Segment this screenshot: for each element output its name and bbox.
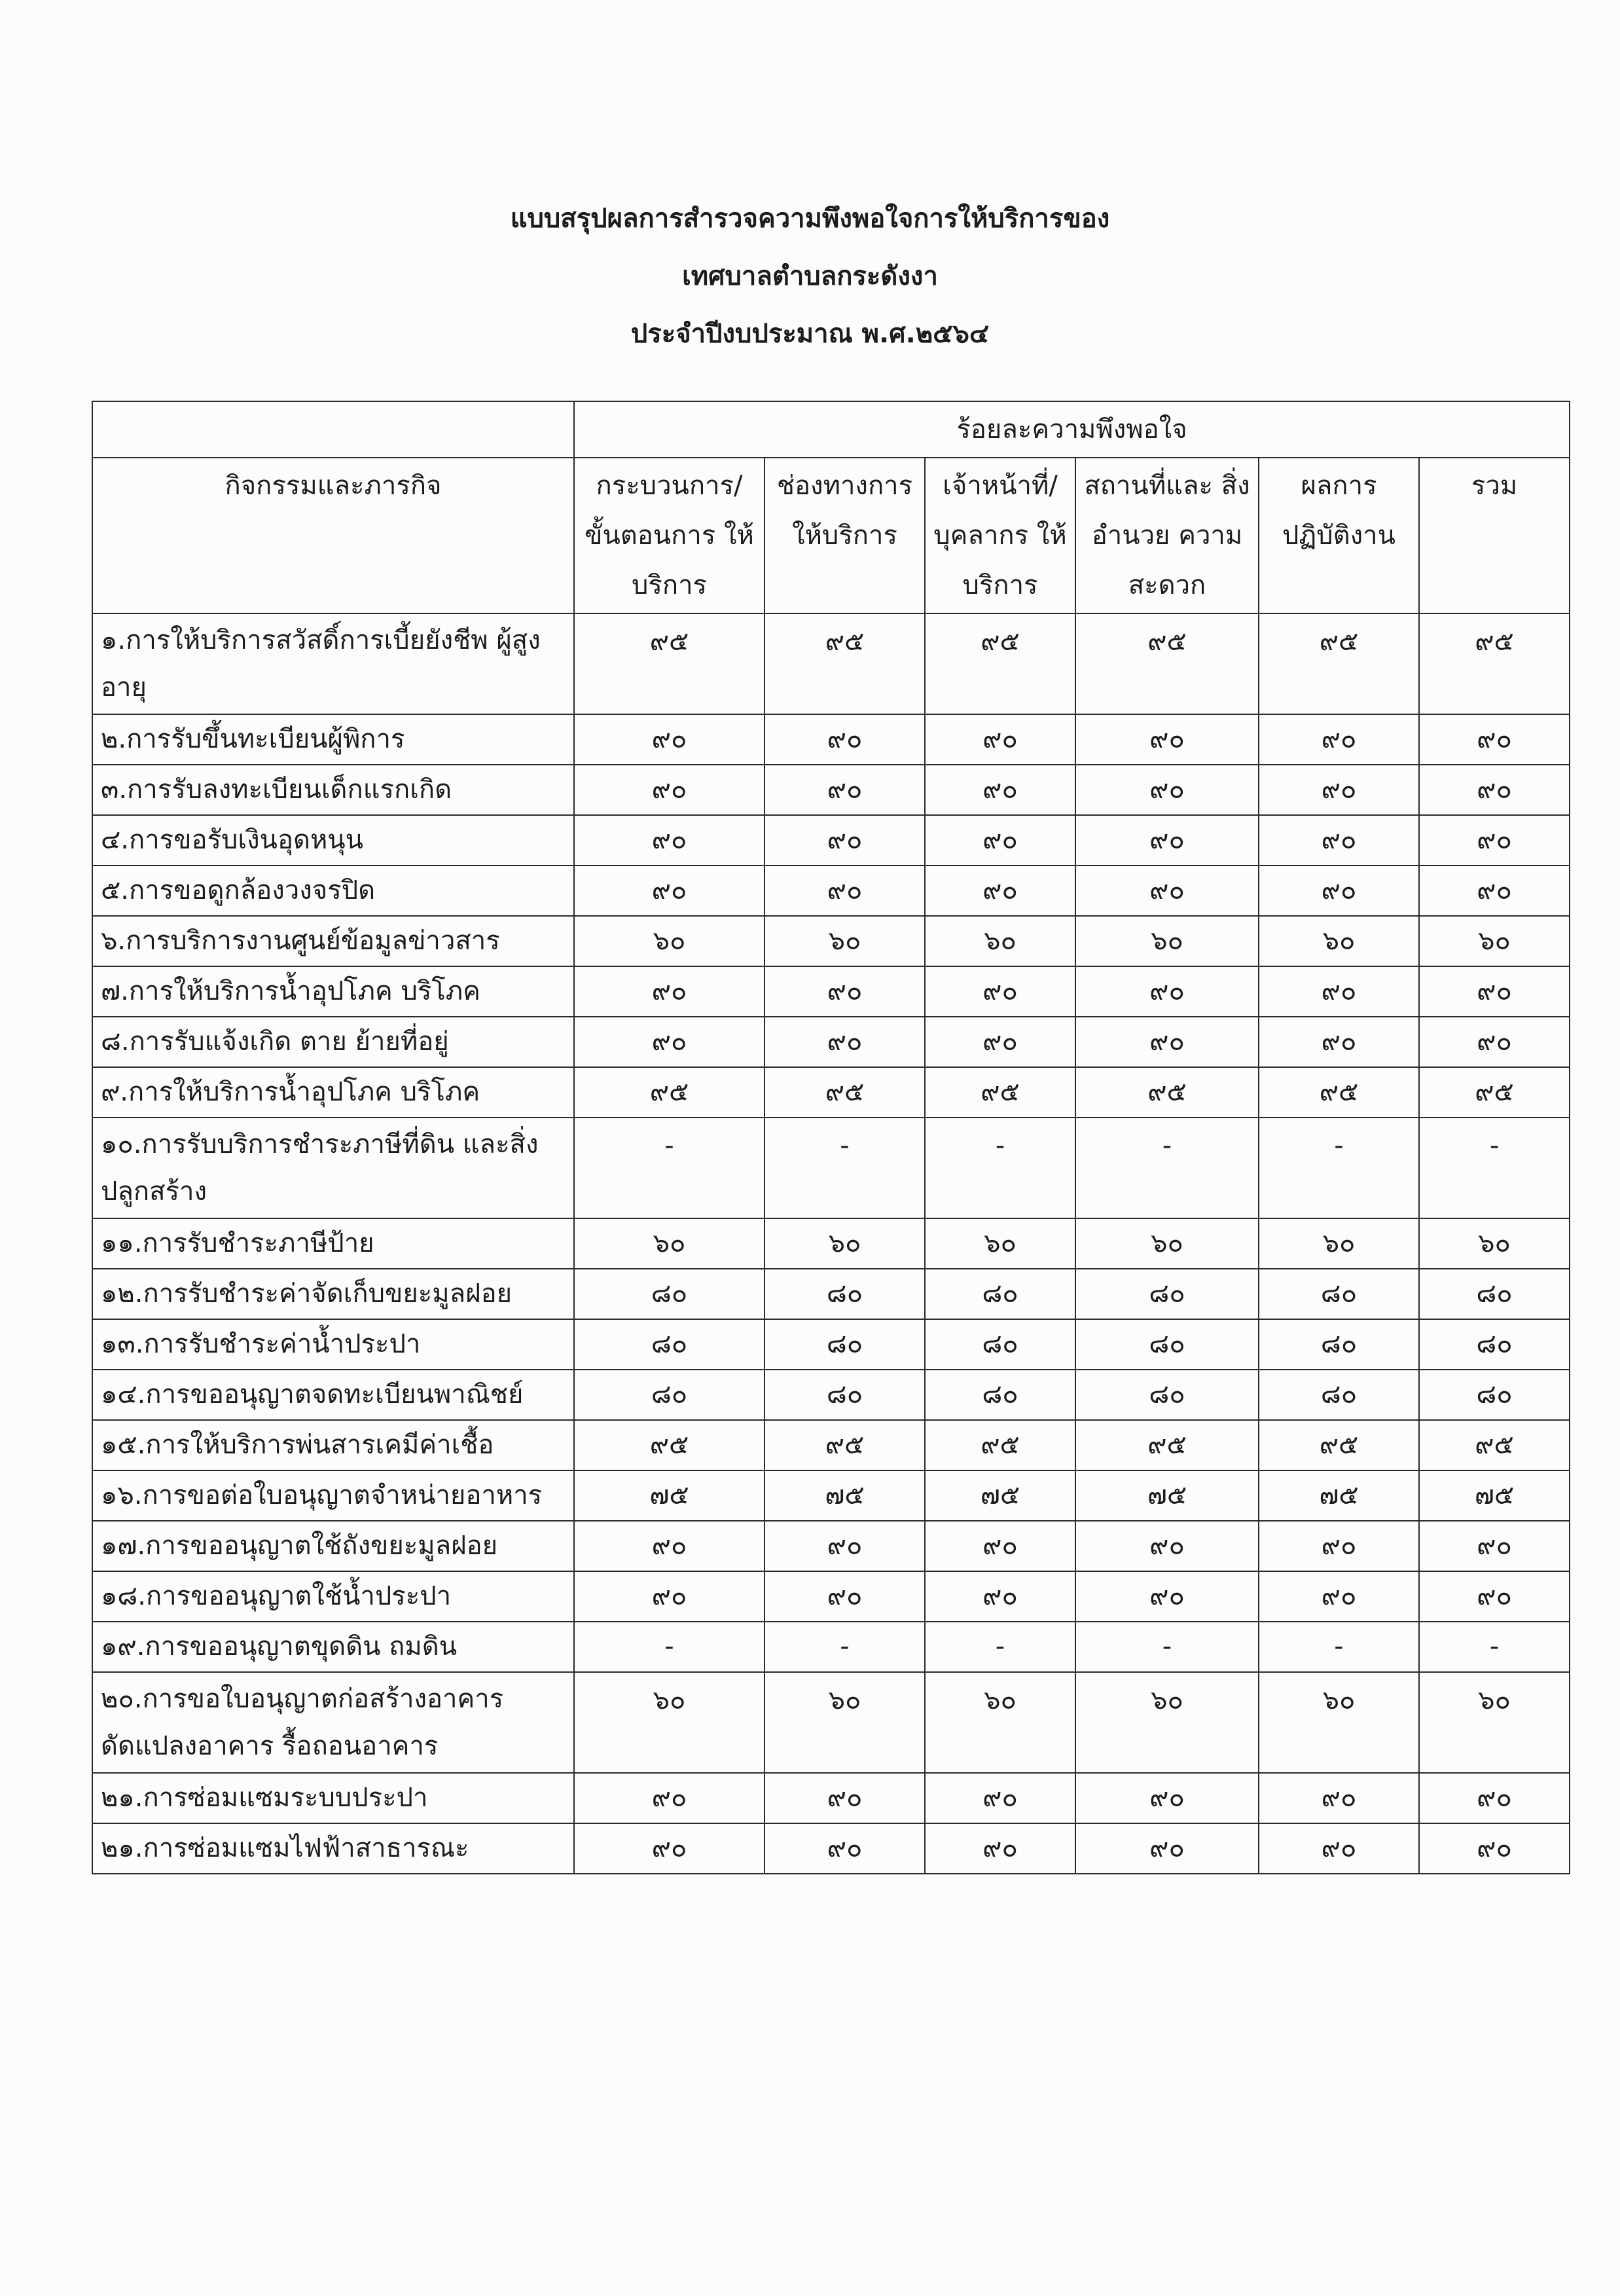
value-cell: ๙๐ — [574, 815, 765, 866]
value-cell: ๖๐ — [925, 1672, 1075, 1773]
value-cell: ๙๐ — [1075, 765, 1259, 815]
value-cell: ๙๐ — [925, 1571, 1075, 1622]
activity-cell: ๖.การบริการงานศูนย์ข้อมูลข่าวสาร — [92, 916, 574, 966]
value-cell: ๙๐ — [1075, 1017, 1259, 1067]
value-cell: ๙๕ — [1419, 613, 1570, 714]
document-title — [0, 190, 1620, 363]
table-row — [92, 1269, 1570, 1319]
value-cell: ๙๕ — [1259, 1067, 1419, 1118]
table-row — [92, 765, 1570, 815]
value-cell: ๖๐ — [925, 916, 1075, 966]
value-cell: ๙๐ — [925, 1017, 1075, 1067]
value-cell: ๙๐ — [1259, 966, 1419, 1017]
value-cell: ๙๕ — [1075, 613, 1259, 714]
value-cell: ๙๐ — [925, 1773, 1075, 1823]
value-cell: ๙๐ — [574, 1823, 765, 1874]
value-cell: ๘๐ — [574, 1319, 765, 1370]
value-cell: ๘๐ — [1419, 1370, 1570, 1420]
value-cell: ๖๐ — [1075, 1672, 1259, 1773]
value-cell: - — [765, 1118, 925, 1218]
value-cell: ๙๕ — [1259, 1420, 1419, 1470]
satisfaction-table — [92, 401, 1570, 1874]
value-cell: ๘๐ — [1419, 1319, 1570, 1370]
table-row — [92, 1470, 1570, 1521]
table-row — [92, 1773, 1570, 1823]
value-cell: ๙๐ — [1419, 1823, 1570, 1874]
value-cell: ๙๐ — [574, 1773, 765, 1823]
table-body — [92, 613, 1570, 1874]
activity-cell: ๓.การรับลงทะเบียนเด็กแรกเกิด — [92, 765, 574, 815]
value-cell: ๘๐ — [765, 1370, 925, 1420]
activity-cell: ๑๘.การขออนุญาตใช้น้ำประปา — [92, 1571, 574, 1622]
value-cell: ๖๐ — [1259, 1218, 1419, 1269]
value-cell: ๘๐ — [1259, 1370, 1419, 1420]
value-cell: ๙๐ — [925, 765, 1075, 815]
value-cell: ๙๐ — [1419, 866, 1570, 916]
activity-cell: ๒๑.การซ่อมแซมไฟฟ้าสาธารณะ — [92, 1823, 574, 1874]
value-cell: ๙๐ — [1419, 815, 1570, 866]
activity-cell: ๒.การรับขึ้นทะเบียนผู้พิการ — [92, 714, 574, 765]
value-cell: ๗๕ — [1419, 1470, 1570, 1521]
value-cell: ๖๐ — [1259, 916, 1419, 966]
value-cell: ๘๐ — [574, 1370, 765, 1420]
value-cell: ๙๕ — [1075, 1067, 1259, 1118]
value-cell: ๙๐ — [1259, 1017, 1419, 1067]
activity-cell: ๑๗.การขออนุญาตใช้ถังขยะมูลฝอย — [92, 1521, 574, 1571]
activity-cell: ๒๑.การซ่อมแซมระบบประปา — [92, 1773, 574, 1823]
value-cell: ๙๕ — [925, 1420, 1075, 1470]
value-cell: ๖๐ — [1075, 1218, 1259, 1269]
value-cell: ๙๐ — [1259, 1571, 1419, 1622]
value-cell: - — [574, 1622, 765, 1672]
value-cell: ๙๐ — [925, 866, 1075, 916]
value-cell: ๙๐ — [765, 815, 925, 866]
value-cell: ๙๐ — [1075, 815, 1259, 866]
table-row — [92, 1319, 1570, 1370]
value-cell: ๙๐ — [765, 1823, 925, 1874]
value-cell: ๙๐ — [1259, 1521, 1419, 1571]
table-row — [92, 966, 1570, 1017]
value-cell: ๙๕ — [1259, 613, 1419, 714]
value-cell: ๘๐ — [1075, 1319, 1259, 1370]
header-blank-cell — [92, 401, 574, 458]
satisfaction-percent-header: ร้อยละความพึงพอใจ — [574, 401, 1570, 458]
value-cell: ๙๐ — [1075, 866, 1259, 916]
table-row — [92, 866, 1570, 916]
value-cell: ๙๐ — [1075, 1773, 1259, 1823]
value-cell: ๘๐ — [765, 1269, 925, 1319]
value-cell: - — [1259, 1118, 1419, 1218]
activity-cell: ๔.การขอรับเงินอุดหนุน — [92, 815, 574, 866]
value-cell: - — [1419, 1622, 1570, 1672]
value-cell: ๙๐ — [925, 1823, 1075, 1874]
table-row — [92, 714, 1570, 765]
activity-cell: ๕.การขอดูกล้องวงจรปิด — [92, 866, 574, 916]
value-cell: ๙๐ — [1419, 765, 1570, 815]
value-cell: ๙๐ — [765, 765, 925, 815]
table-row — [92, 1571, 1570, 1622]
value-cell: - — [1075, 1118, 1259, 1218]
value-cell: ๙๐ — [765, 1521, 925, 1571]
value-cell: ๙๐ — [1259, 1773, 1419, 1823]
value-cell: ๙๐ — [1259, 866, 1419, 916]
value-cell: ๖๐ — [925, 1218, 1075, 1269]
table-row — [92, 1622, 1570, 1672]
table-row — [92, 1017, 1570, 1067]
value-cell: - — [925, 1622, 1075, 1672]
activity-cell: ๑๒.การรับชำระค่าจัดเก็บขยะมูลฝอย — [92, 1269, 574, 1319]
col-header-staff: เจ้าหน้าที่/ บุคลากร ให้บริการ — [925, 458, 1075, 613]
value-cell: - — [574, 1118, 765, 1218]
title-line-3: ประจำปีงบประมาณ พ.ศ.๒๕๖๔ — [630, 319, 990, 349]
title-line-1: แบบสรุปผลการสำรวจความพึงพอใจการให้บริการของ — [510, 204, 1110, 234]
value-cell: ๙๐ — [765, 1017, 925, 1067]
value-cell: ๙๐ — [1259, 1823, 1419, 1874]
value-cell: ๖๐ — [765, 1218, 925, 1269]
value-cell: ๖๐ — [1419, 1672, 1570, 1773]
value-cell: - — [765, 1622, 925, 1672]
title-line-2: เทศบาลตำบลกระดังงา — [682, 261, 938, 291]
activity-cell: ๑๔.การขออนุญาตจดทะเบียนพาณิชย์ — [92, 1370, 574, 1420]
value-cell: ๗๕ — [925, 1470, 1075, 1521]
value-cell: ๙๐ — [574, 1017, 765, 1067]
value-cell: ๙๐ — [1259, 815, 1419, 866]
activity-cell: ๑๓.การรับชำระค่าน้ำประปา — [92, 1319, 574, 1370]
value-cell: ๙๐ — [1419, 1521, 1570, 1571]
col-header-channel: ช่องทางการ ให้บริการ — [765, 458, 925, 613]
value-cell: ๘๐ — [1259, 1269, 1419, 1319]
value-cell: ๙๕ — [925, 1067, 1075, 1118]
value-cell: - — [1075, 1622, 1259, 1672]
value-cell: ๘๐ — [925, 1269, 1075, 1319]
value-cell: ๙๐ — [574, 714, 765, 765]
activity-cell: ๒๐.การขอใบอนุญาตก่อสร้างอาคาร ดัดแปลงอาคาร รื้อถอนอาคาร — [92, 1672, 574, 1773]
table-row — [92, 1067, 1570, 1118]
table-row — [92, 1521, 1570, 1571]
value-cell: ๘๐ — [1419, 1269, 1570, 1319]
value-cell: ๖๐ — [1075, 916, 1259, 966]
value-cell: ๘๐ — [1075, 1269, 1259, 1319]
value-cell: ๙๕ — [925, 613, 1075, 714]
activity-cell: ๑๐.การรับบริการชำระภาษีที่ดิน และสิ่งปลูกสร้าง — [92, 1118, 574, 1218]
table-row — [92, 1370, 1570, 1420]
value-cell: ๙๕ — [765, 613, 925, 714]
value-cell: ๙๐ — [574, 1521, 765, 1571]
col-header-facilities: สถานที่และ สิ่งอำนวย ความสะดวก — [1075, 458, 1259, 613]
table-row — [92, 916, 1570, 966]
value-cell: ๙๐ — [574, 966, 765, 1017]
value-cell: ๙๕ — [574, 1067, 765, 1118]
value-cell: - — [1259, 1622, 1419, 1672]
value-cell: ๘๐ — [1075, 1370, 1259, 1420]
value-cell: ๙๐ — [1419, 1017, 1570, 1067]
value-cell: ๙๐ — [765, 1571, 925, 1622]
activity-cell: ๑๖.การขอต่อใบอนุญาตจำหน่ายอาหาร — [92, 1470, 574, 1521]
value-cell: ๙๐ — [925, 1521, 1075, 1571]
value-cell: ๙๕ — [574, 1420, 765, 1470]
table-row — [92, 613, 1570, 714]
value-cell: ๗๕ — [765, 1470, 925, 1521]
value-cell: ๙๐ — [925, 966, 1075, 1017]
value-cell: ๙๐ — [1075, 1571, 1259, 1622]
value-cell: ๖๐ — [574, 916, 765, 966]
value-cell: ๗๕ — [1075, 1470, 1259, 1521]
table-row — [92, 1420, 1570, 1470]
activity-cell: ๑.การให้บริการสวัสดิ์การเบี้ยยังชีพ ผู้สูงอายุ — [92, 613, 574, 714]
value-cell: ๙๕ — [765, 1420, 925, 1470]
activity-header: กิจกรรมและภารกิจ — [92, 458, 574, 613]
value-cell: ๖๐ — [765, 1672, 925, 1773]
table-row — [92, 1672, 1570, 1773]
value-cell: ๙๕ — [765, 1067, 925, 1118]
value-cell: ๙๐ — [765, 1773, 925, 1823]
value-cell: ๖๐ — [1259, 1672, 1419, 1773]
value-cell: ๗๕ — [1259, 1470, 1419, 1521]
value-cell: ๙๐ — [925, 815, 1075, 866]
value-cell: - — [925, 1118, 1075, 1218]
value-cell: ๙๐ — [574, 765, 765, 815]
value-cell: ๗๕ — [574, 1470, 765, 1521]
value-cell: ๙๐ — [574, 866, 765, 916]
value-cell: ๘๐ — [765, 1319, 925, 1370]
value-cell: ๙๕ — [1419, 1420, 1570, 1470]
table-row — [92, 1118, 1570, 1218]
value-cell: ๖๐ — [1419, 916, 1570, 966]
table-row — [92, 1823, 1570, 1874]
value-cell: ๖๐ — [1419, 1218, 1570, 1269]
value-cell: ๙๐ — [1075, 966, 1259, 1017]
col-header-total: รวม — [1419, 458, 1570, 613]
activity-cell: ๑๑.การรับชำระภาษีป้าย — [92, 1218, 574, 1269]
table-row — [92, 1218, 1570, 1269]
value-cell: ๙๐ — [1075, 714, 1259, 765]
value-cell: ๙๐ — [1419, 714, 1570, 765]
activity-cell: ๘.การรับแจ้งเกิด ตาย ย้ายที่อยู่ — [92, 1017, 574, 1067]
activity-cell: ๑๕.การให้บริการพ่นสารเคมีค่าเชื้อ — [92, 1420, 574, 1470]
value-cell: ๖๐ — [574, 1672, 765, 1773]
value-cell: ๙๐ — [765, 866, 925, 916]
activity-cell: ๗.การให้บริการน้ำอุปโภค บริโภค — [92, 966, 574, 1017]
value-cell: ๙๐ — [1419, 1571, 1570, 1622]
value-cell: ๙๐ — [765, 714, 925, 765]
value-cell: ๙๐ — [1259, 765, 1419, 815]
col-header-process: กระบวนการ/ ขั้นตอนการ ให้บริการ — [574, 458, 765, 613]
value-cell: ๘๐ — [574, 1269, 765, 1319]
value-cell: ๙๕ — [1419, 1067, 1570, 1118]
value-cell: ๘๐ — [1259, 1319, 1419, 1370]
value-cell: ๘๐ — [925, 1319, 1075, 1370]
activity-cell: ๙.การให้บริการน้ำอุปโภค บริโภค — [92, 1067, 574, 1118]
value-cell: ๙๕ — [574, 613, 765, 714]
col-header-performance: ผลการ ปฏิบัติงาน — [1259, 458, 1419, 613]
value-cell: ๙๐ — [1259, 714, 1419, 765]
value-cell: ๙๐ — [925, 714, 1075, 765]
value-cell: ๖๐ — [765, 916, 925, 966]
value-cell: ๙๕ — [1075, 1420, 1259, 1470]
value-cell: ๙๐ — [1419, 1773, 1570, 1823]
value-cell: ๙๐ — [1419, 966, 1570, 1017]
value-cell: ๙๐ — [574, 1571, 765, 1622]
activity-cell: ๑๙.การขออนุญาตขุดดิน ถมดิน — [92, 1622, 574, 1672]
value-cell: ๖๐ — [574, 1218, 765, 1269]
value-cell: ๙๐ — [1075, 1521, 1259, 1571]
value-cell: - — [1419, 1118, 1570, 1218]
value-cell: ๙๐ — [1075, 1823, 1259, 1874]
value-cell: ๘๐ — [925, 1370, 1075, 1420]
value-cell: ๙๐ — [765, 966, 925, 1017]
table-row — [92, 815, 1570, 866]
